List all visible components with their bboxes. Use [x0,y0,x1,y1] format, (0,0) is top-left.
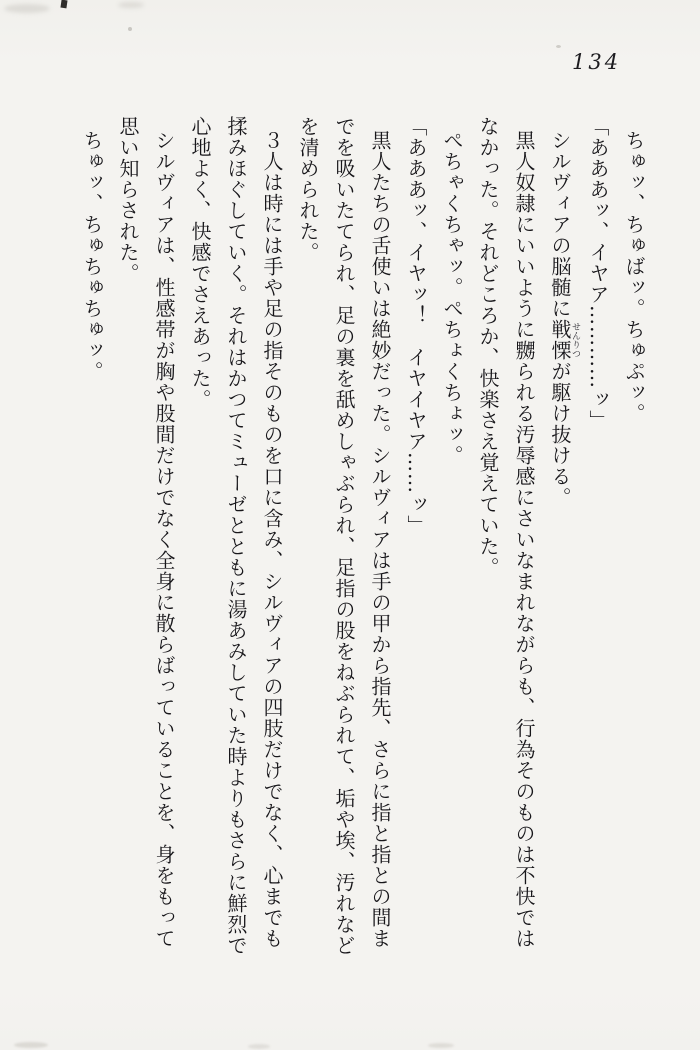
scan-artifact-dot [556,45,561,48]
scan-artifact-smear [248,1044,270,1049]
text-column: ちゅッ、ちゅちゅちゅッ。 [80,130,104,382]
text-column: を清められた。 [296,116,320,263]
text-column: ぺちゃくちゃッ。ぺちょくちょッ。 [440,130,464,466]
scan-artifact-smear [118,2,144,8]
scan-artifact-smear [428,1043,454,1048]
scan-artifact-tick [60,0,67,8]
text-column: 黒人奴隷にいいように嬲られる汚辱感にさいなまれながらも、行為そのものは不快では [512,130,536,949]
ruby-base-text: 戦慄 [548,319,572,361]
ruby-after-text: が駆け抜ける。 [548,361,572,508]
text-column: 「あああッ、イヤア…………ッ」 [586,116,610,431]
scan-artifact-smear [14,1042,48,1048]
text-column: シルヴィアは、性感帯が胸や股間だけでなく全身に散らばっていることを、身をもって [152,130,176,949]
text-column: でを吸いたてられ、足の裏を舐めしゃぶられ、足指の股をねぶられて、垢や埃、汚れなど [332,116,356,956]
text-column: ちゅッ、ちゅばッ。ちゅぷッ。 [622,130,646,424]
text-column: 黒人たちの舌使いは絶妙だった。シルヴィアは手の甲から指先、さらに指と指との間ま [368,130,392,949]
ruby-furigana: せんりつ [570,319,580,361]
page-number: 134 [572,50,622,74]
text-column: ３人は時には手や足の指そのものを口に含み、シルヴィアの四肢だけでなく、心までも [260,130,284,949]
scan-artifact-dot [128,27,132,31]
text-column: 心地よく、快感でさえあった。 [188,116,212,410]
text-column: 思い知らされた。 [116,116,140,284]
scan-artifact-smear [4,4,50,13]
text-column-with-ruby [542,116,580,958]
vertical-text-block [74,116,652,958]
text-column: 揉みほぐしていく。それはかつてミューゼとともに湯あみしていた時よりもさらに鮮烈で [224,116,248,956]
text-column: 「あああッ、イヤッ！ イヤイヤア……ッ」 [404,116,428,536]
ruby-annotation [548,319,580,361]
text-column: なかった。それどころか、快楽さえ覚えていた。 [476,116,500,578]
ruby-before-text: シルヴィアの脳髄に [548,130,572,319]
